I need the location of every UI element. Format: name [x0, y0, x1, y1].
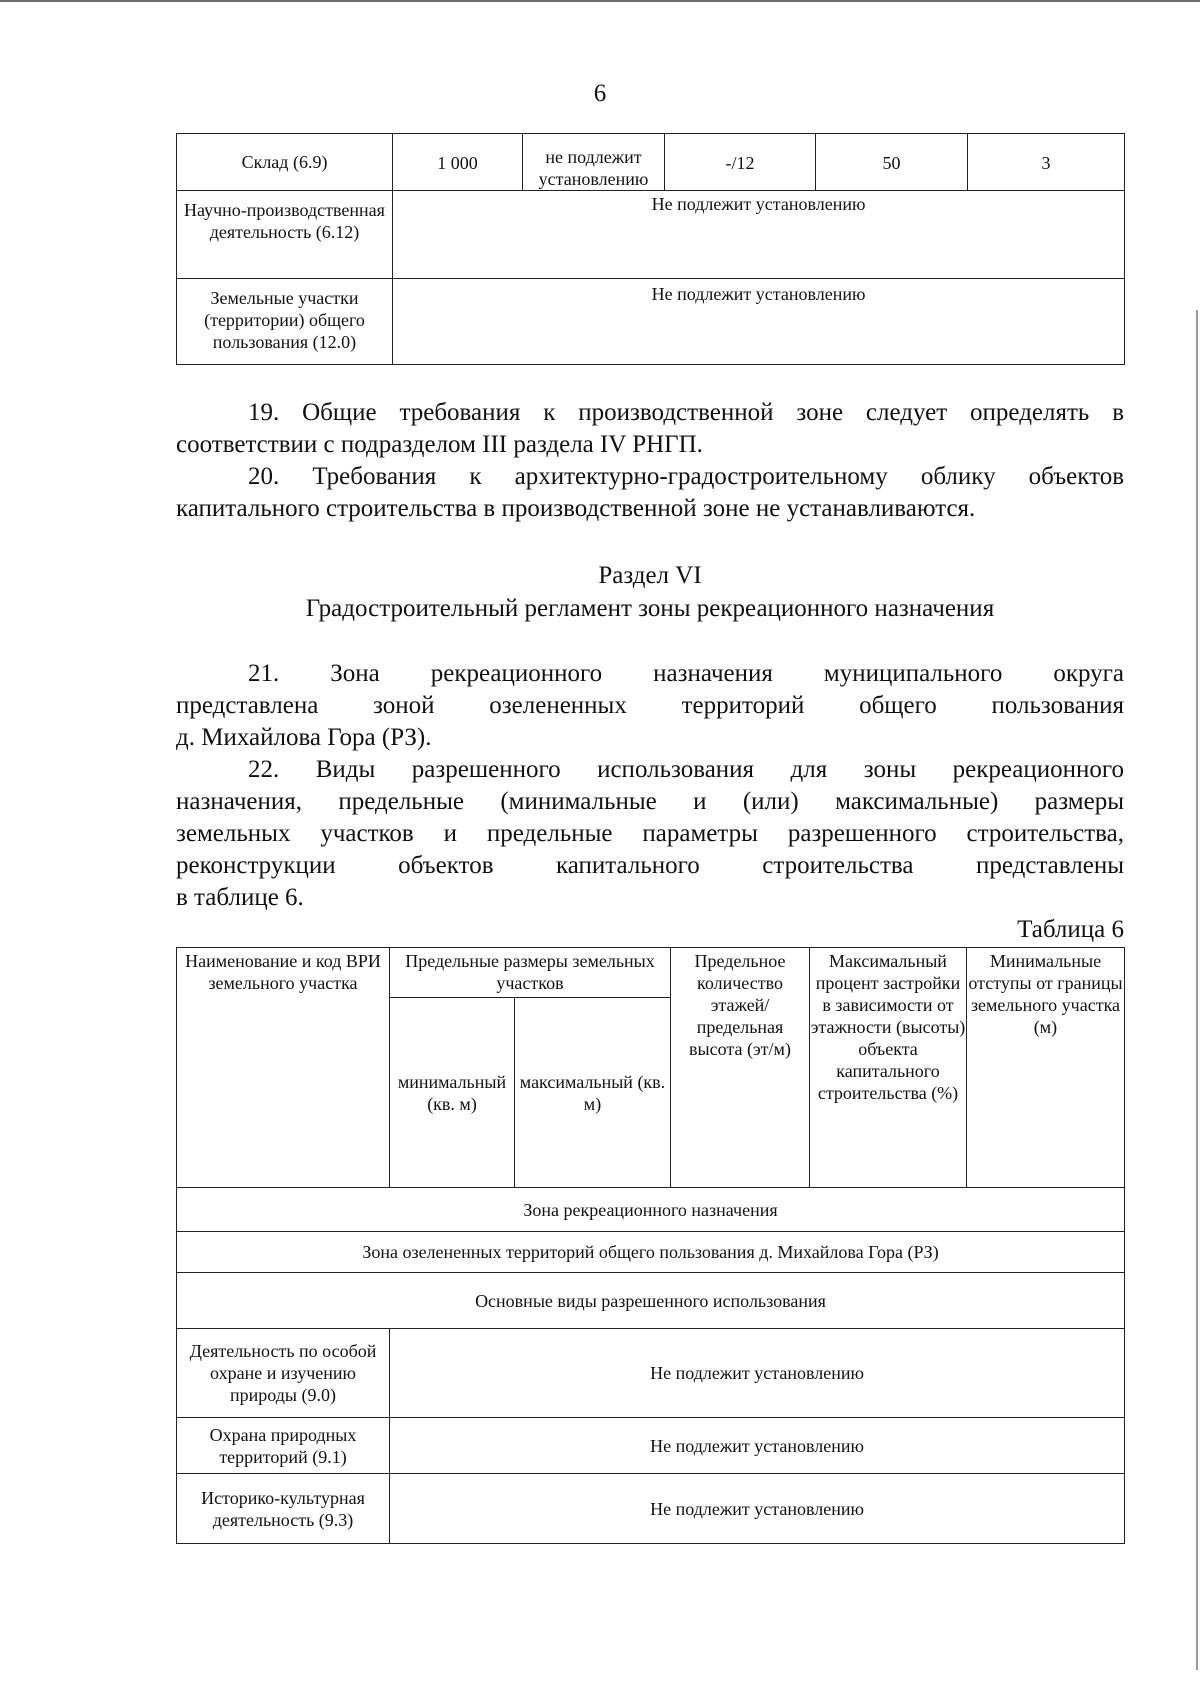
header-sizes: Предельные размеры земельных участков: [390, 948, 671, 998]
paragraph-21-line-1: 21. Зона рекреационного назначения муниципального округа: [248, 660, 1124, 687]
table-caption: Таблица 6: [1017, 916, 1124, 943]
use-name-cell: Охрана природных территорий (9.1): [177, 1418, 390, 1474]
paragraph-22-line-1: 22. Виды разрешенного использования для зоны рекреационного: [248, 756, 1124, 783]
zone-title: Зона рекреационного назначения: [177, 1188, 1125, 1232]
paragraph-19-line-2: соответствии с подразделом III раздела IV РНГП.: [176, 431, 703, 458]
merged-value-cell: Не подлежит установлению: [390, 1418, 1125, 1474]
table-row: [177, 134, 1125, 191]
table-row: [177, 279, 1125, 365]
paragraph-21-line-2: представлена зоной озелененных территорий общего пользования: [176, 692, 1124, 719]
paragraph-20-line-1: 20. Требования к архитектурно-градостроительному облику объектов: [248, 463, 1124, 490]
table-header-row: [177, 948, 1125, 998]
header-setback: Минимальные отступы от границы земельного участка (м): [967, 948, 1125, 1188]
merged-value-cell: Не подлежит установлению: [390, 1329, 1125, 1418]
header-percent: Максимальный процент застройки в зависимости от этажности (высоты) объекта капитального строительства (%): [810, 948, 967, 1188]
use-name-cell: Научно-производственная деятельность (6.12): [177, 191, 393, 279]
merged-value-cell: Не подлежит установлению: [393, 191, 1125, 279]
section-subheading: Градостроительный регламент зоны рекреационного назначения: [305, 595, 995, 622]
paragraph-22-line-5: в таблице 6.: [176, 884, 304, 911]
paragraph-21-line-3: д. Михайлова Гора (РЗ).: [176, 724, 432, 751]
min-area-cell: 1 000: [393, 134, 523, 191]
header-name: Наименование и код ВРИ земельного участка: [177, 948, 390, 1188]
top-table: [176, 133, 1125, 365]
header-min: минимальный (кв. м): [390, 998, 515, 1188]
use-name-cell: Историко-культурная деятельность (9.3): [177, 1474, 390, 1544]
max-area-cell: не подлежит установлению: [523, 134, 665, 191]
paragraph-22-line-3: земельных участков и предельные параметры разрешенного строительства,: [176, 820, 1124, 847]
table-row: [177, 1232, 1125, 1273]
section-heading: Раздел VI: [598, 562, 702, 589]
paragraph-22-line-4: реконструкции объектов капитального строительства представлены: [176, 852, 1124, 879]
table-row: [177, 1273, 1125, 1329]
page-number: 6: [593, 80, 607, 107]
table-row: [177, 1418, 1125, 1474]
paragraph-19-line-1: 19. Общие требования к производственной зоне следует определять в: [248, 399, 1124, 426]
build-percent-cell: 50: [816, 134, 968, 191]
header-floors: Предельное количество этажей/ предельная высота (эт/м): [671, 948, 810, 1188]
scan-edge-top: [0, 0, 1200, 2]
uses-title: Основные виды разрешенного использования: [177, 1273, 1125, 1329]
floors-cell: -/12: [665, 134, 816, 191]
merged-value-cell: Не подлежит установлению: [390, 1474, 1125, 1544]
header-max: максимальный (кв. м): [515, 998, 671, 1188]
table-row: [177, 1474, 1125, 1544]
table-6: [176, 947, 1125, 1544]
scan-edge-right: [1196, 310, 1198, 1670]
use-name-cell: Земельные участки (территории) общего пользования (12.0): [177, 279, 393, 365]
table-row: [177, 1188, 1125, 1232]
setback-cell: 3: [968, 134, 1125, 191]
paragraph-20-line-2: капитального строительства в производственной зоне не устанавливаются.: [176, 495, 976, 522]
paragraph-22-line-2: назначения, предельные (минимальные и (или) максимальные) размеры: [176, 788, 1124, 815]
table-row: [177, 191, 1125, 279]
use-name-cell: Склад (6.9): [177, 134, 393, 191]
table-row: [177, 1329, 1125, 1418]
merged-value-cell: Не подлежит установлению: [393, 279, 1125, 365]
subzone-title: Зона озелененных территорий общего пользования д. Михайлова Гора (РЗ): [177, 1232, 1125, 1273]
use-name-cell: Деятельность по особой охране и изучению природы (9.0): [177, 1329, 390, 1418]
